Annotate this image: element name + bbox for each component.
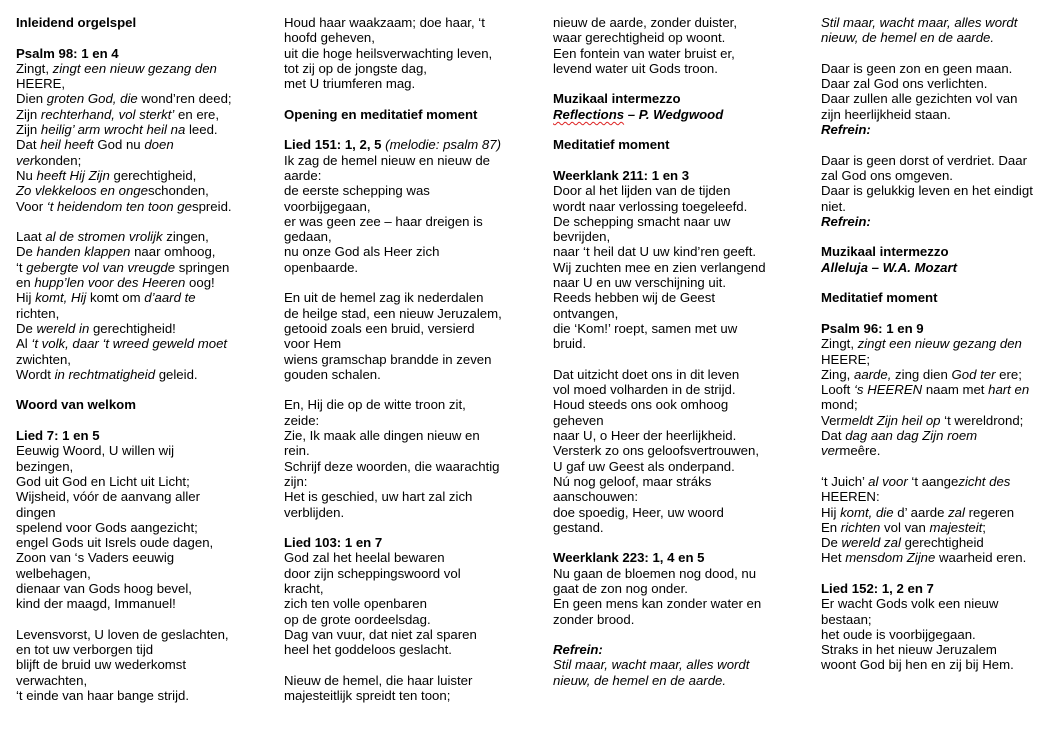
- text-line: naar ‘t heil dat U uw kind’ren geeft.: [553, 244, 757, 260]
- text-run: al voor: [868, 473, 908, 489]
- text-run: Reflections: [553, 106, 625, 122]
- text-line: nu onze God als Heer zich: [284, 244, 440, 260]
- text-line: HEERE;: [821, 351, 871, 367]
- text-line: [821, 214, 1051, 229]
- text-run: Refrein:: [821, 122, 871, 138]
- text-line: Daar is geen zon en geen maan.: [821, 60, 1013, 76]
- text-run: De: [16, 244, 37, 260]
- section-heading: Meditatief moment: [821, 290, 938, 306]
- text-line: die ‘Kom!’ roept, samen met uw: [553, 320, 738, 336]
- text-run: zicht des: [958, 473, 1011, 489]
- text-run: Zingt,: [16, 60, 53, 76]
- text-line: met U triumferen mag.: [284, 76, 416, 92]
- text-line: [821, 336, 1051, 351]
- blank-line: [821, 306, 1051, 321]
- text-run: heilig’ arm wrocht heil na: [40, 122, 186, 138]
- text-run: wond’ren deed;: [137, 91, 232, 107]
- text-line: Houd steeds ons ook omhoog: [553, 397, 729, 413]
- text-run: Zingt,: [821, 336, 858, 352]
- text-run: hupp’len voor des Heeren: [34, 275, 186, 291]
- text-line: U gaf uw Geest als onderpand.: [553, 458, 735, 474]
- text-line: door zijn scheppingswoord vol: [284, 565, 461, 581]
- text-run: vol van: [880, 519, 930, 535]
- text-run: spreid.: [191, 198, 232, 214]
- text-run: Stil maar, wacht maar, alles wordt: [553, 657, 750, 673]
- text-run: Al: [16, 336, 32, 352]
- text-line: gaat de zon nog onder.: [553, 580, 688, 596]
- section-heading: Weerklank 211: 1 en 3: [553, 167, 690, 183]
- text-run: Alleluja – W.A. Mozart: [821, 259, 958, 275]
- text-run: doen: [144, 137, 174, 153]
- text-line: Straks in het nieuw Jeruzalem: [821, 642, 997, 658]
- text-run: ver: [821, 443, 840, 459]
- text-line: [821, 15, 1051, 30]
- text-line: de heilge stad, een nieuw Jeruzalem,: [284, 305, 502, 321]
- text-line: zijn heerlijkheid staan.: [821, 106, 951, 122]
- text-line: Dag van vuur, dat niet zal sparen: [284, 626, 477, 642]
- text-line: welbehagen,: [16, 565, 91, 581]
- text-line: richten,: [16, 305, 60, 321]
- text-line: ontvangen,: [553, 305, 619, 321]
- text-line: majesteitlijk spreidt ten toon;: [284, 688, 451, 704]
- blank-line: [284, 382, 534, 397]
- blank-line: [284, 657, 534, 672]
- text-line: [16, 260, 266, 275]
- text-run: Zijn: [16, 106, 41, 122]
- blank-line: [284, 520, 534, 535]
- text-run: en: [16, 275, 35, 291]
- text-run: Zo vlekkeloos en onge: [16, 183, 148, 199]
- text-run: Wordt: [16, 366, 55, 382]
- text-run: zingt een nieuw gezang den: [857, 336, 1022, 352]
- text-run: Zijn: [16, 122, 41, 138]
- text-run: majesteit: [929, 519, 983, 535]
- blank-line: [16, 382, 266, 397]
- text-line: Dat uitzicht doet ons in dit leven: [553, 366, 740, 382]
- blank-line: [821, 459, 1051, 474]
- blank-line: [553, 535, 803, 550]
- text-run: ‘t: [16, 259, 27, 275]
- text-run: nieuw, de hemel en de aarde.: [821, 30, 995, 46]
- text-line: [16, 153, 266, 168]
- text-run: d’ aarde: [893, 504, 949, 520]
- section-heading: Weerklank 223: 1, 4 en 5: [553, 550, 705, 566]
- text-line: [821, 474, 1051, 489]
- text-line: Er wacht Gods volk een nieuw: [821, 596, 999, 612]
- text-line: waar gerechtigheid op woont.: [553, 30, 726, 46]
- text-line: zonder brood.: [553, 611, 635, 627]
- blank-line: [16, 413, 266, 428]
- blank-line: [16, 30, 266, 45]
- text-run: ver: [16, 152, 35, 168]
- text-line: Door al het lijden van de tijden: [553, 183, 731, 199]
- text-line: Schrijf deze woorden, die waarachtig: [284, 458, 500, 474]
- text-line: [16, 137, 266, 152]
- text-line: levend water uit Gods troon.: [553, 60, 718, 76]
- text-line: Daar zullen alle gezichten vol van: [821, 91, 1018, 107]
- text-run: Laat: [16, 229, 46, 245]
- text-run: wereld in: [36, 320, 90, 336]
- text-line: zal God ons omgeven.: [821, 167, 953, 183]
- text-run: richten: [840, 519, 881, 535]
- column-3: [553, 15, 803, 688]
- text-line: [821, 367, 1051, 382]
- text-line: [16, 168, 266, 183]
- column-2: [284, 15, 534, 703]
- text-run: hart en: [988, 382, 1030, 398]
- text-run: zal: [948, 504, 965, 520]
- text-line: [16, 61, 266, 76]
- text-line: [821, 443, 1051, 458]
- text-line: [821, 382, 1051, 397]
- text-run: gerechtigheid,: [109, 167, 197, 183]
- text-run: Zing,: [821, 366, 854, 382]
- blank-line: [284, 91, 534, 106]
- blank-line: [553, 627, 803, 642]
- text-line: [553, 107, 803, 122]
- text-run: De: [16, 320, 37, 336]
- blank-line: [553, 352, 803, 367]
- text-line: [553, 657, 803, 672]
- text-line: dingen: [16, 504, 56, 520]
- text-run: handen klappen: [36, 244, 131, 260]
- text-line: [16, 122, 266, 137]
- text-line: gouden schalen.: [284, 366, 381, 382]
- text-run: groten God, die: [46, 91, 138, 107]
- text-run: Stil maar, wacht maar, alles wordt: [821, 15, 1018, 30]
- blank-line: [553, 122, 803, 137]
- text-line: gestand.: [553, 519, 604, 535]
- text-line: verblijden.: [284, 504, 345, 520]
- text-line: voorbijgegaan,: [284, 198, 371, 214]
- text-line: Wij zuchten mee en zien verlangend: [553, 259, 766, 275]
- text-line: ‘t einde van haar bange strijd.: [16, 688, 190, 704]
- text-run: wereld zal: [841, 535, 901, 551]
- text-line: niet.: [821, 198, 846, 214]
- text-run: Ver: [821, 412, 841, 428]
- blank-line: [16, 214, 266, 229]
- text-line: hoofd geheven,: [284, 30, 375, 46]
- text-run: in rechtmatigheid: [54, 366, 156, 382]
- text-line: En uit de hemel zag ik nederdalen: [284, 290, 484, 306]
- text-run: heil heeft: [40, 137, 94, 153]
- text-run: ere;: [995, 366, 1022, 382]
- text-line: bevrijden,: [553, 229, 611, 245]
- text-line: [16, 275, 266, 290]
- text-line: openbaarde.: [284, 259, 359, 275]
- section-heading: Psalm 96: 1 en 9: [821, 320, 924, 336]
- text-line: mond;: [821, 397, 858, 413]
- text-line: [16, 321, 266, 336]
- section-heading: Lied 103: 1 en 7: [284, 535, 383, 551]
- text-line: geheven: [553, 412, 604, 428]
- text-line: Nú nog geloof, maar stráks: [553, 473, 712, 489]
- text-run: ‘t wereldrond;: [940, 412, 1024, 428]
- text-line: bruid.: [553, 336, 586, 352]
- text-run: meldt Zijn heil op: [840, 412, 941, 428]
- blank-line: [16, 612, 266, 627]
- text-line: [553, 642, 803, 657]
- text-line: zich ten volle openbaren: [284, 596, 427, 612]
- text-line: De schepping smacht naar uw: [553, 213, 731, 229]
- text-line: vol moed volharden in de strijd.: [553, 382, 736, 398]
- text-run: En: [821, 519, 841, 535]
- text-line: [821, 30, 1051, 45]
- text-line: HEEREN:: [821, 489, 880, 505]
- section-heading: Lied 7: 1 en 5: [16, 428, 100, 444]
- text-run: komt, die: [840, 504, 894, 520]
- text-line: Eeuwig Woord, U willen wij: [16, 443, 175, 459]
- text-line: spelend voor Gods aangezicht;: [16, 519, 198, 535]
- text-line: doe spoedig, Heer, uw woord: [553, 504, 724, 520]
- text-line: Het is geschied, uw hart zal zich: [284, 489, 473, 505]
- text-run: schonden,: [147, 183, 209, 199]
- text-line: uit die hoge heilsverwachting leven,: [284, 45, 493, 61]
- text-run: Dat: [16, 137, 41, 153]
- text-line: Daar is geen dorst of verdriet. Daar: [821, 152, 1027, 168]
- blank-line: [553, 153, 803, 168]
- text-line: [16, 183, 266, 198]
- text-line: [16, 91, 266, 106]
- text-run: God nu: [93, 137, 145, 153]
- text-run: dag aan dag Zijn roem: [845, 428, 978, 444]
- text-run: Hij: [16, 290, 36, 306]
- text-run: ‘t aange: [907, 473, 959, 489]
- text-line: bestaan;: [821, 611, 872, 627]
- text-line: [16, 290, 266, 305]
- text-run: God ter: [951, 366, 996, 382]
- blank-line: [821, 275, 1051, 290]
- text-run: mensdom Zijne: [845, 550, 936, 566]
- text-run: meêre.: [839, 443, 881, 459]
- text-run: rechterhand, vol sterkt’: [40, 106, 175, 122]
- blank-line: [284, 122, 534, 137]
- blank-line: [553, 76, 803, 91]
- text-line: op de grote oordeelsdag.: [284, 611, 431, 627]
- text-line: God zal het heelal bewaren: [284, 550, 445, 566]
- text-line: kind der maagd, Immanuel!: [16, 596, 176, 612]
- section-heading: Inleidend orgelspel: [16, 15, 137, 30]
- text-run: zingt een nieuw gezang den: [52, 60, 217, 76]
- text-line: Versterk zo ons geloofsvertrouwen,: [553, 443, 759, 459]
- section-heading: Meditatief moment: [553, 137, 670, 153]
- text-run: Dat: [821, 428, 846, 444]
- text-line: en tot uw verborgen tijd: [16, 642, 154, 658]
- text-run: konden;: [34, 152, 82, 168]
- text-line: Zoon van ‘s Vaders eeuwig: [16, 550, 175, 566]
- text-run: Nu: [16, 167, 37, 183]
- text-line: nieuw de aarde, zonder duister,: [553, 15, 738, 30]
- text-line: En, Hij die op de witte troon zit,: [284, 397, 466, 413]
- text-run: komt om: [86, 290, 145, 306]
- section-heading: Woord van welkom: [16, 397, 136, 413]
- text-line: engel Gods uit Isrels oude dagen,: [16, 535, 214, 551]
- text-line: verwachten,: [16, 672, 88, 688]
- blank-line: [821, 137, 1051, 152]
- blank-line: [284, 275, 534, 290]
- text-run: ‘t volk, daar ‘t wreed geweld moet: [31, 336, 228, 352]
- text-line: Reeds hebben wij de Geest: [553, 290, 716, 306]
- text-line: Houd haar waakzaam; doe haar, ‘t: [284, 15, 485, 30]
- text-run: nieuw, de hemel en de aarde.: [553, 672, 727, 688]
- section-heading: Muzikaal intermezzo: [821, 244, 949, 260]
- text-line: Zie, Ik maak alle dingen nieuw en: [284, 428, 480, 444]
- text-line: [16, 107, 266, 122]
- text-run: gebergte vol van vreugde: [26, 259, 176, 275]
- text-line: [284, 137, 534, 152]
- section-heading: Opening en meditatief moment: [284, 106, 478, 122]
- text-line: zijn:: [284, 473, 308, 489]
- text-run: oog!: [185, 275, 215, 291]
- text-run: naam met: [922, 382, 989, 398]
- text-line: Daar zal God ons verlichten.: [821, 76, 988, 92]
- text-line: En geen mens kan zonder water en: [553, 596, 762, 612]
- text-line: tot zij op de jongste dag,: [284, 60, 427, 76]
- text-line: [16, 336, 266, 351]
- text-line: [553, 673, 803, 688]
- text-line: [821, 428, 1051, 443]
- text-run: De: [821, 535, 842, 551]
- text-run: naar omhoog,: [130, 244, 216, 260]
- text-line: er was geen zee – haar dreigen is: [284, 213, 483, 229]
- text-run: d’aard te: [144, 290, 196, 306]
- text-line: kracht,: [284, 580, 324, 596]
- text-run: ;: [982, 519, 986, 535]
- text-run: Refrein:: [821, 213, 871, 229]
- text-run: gerechtigheid: [900, 535, 984, 551]
- text-line: [821, 413, 1051, 428]
- text-run: leed.: [185, 122, 218, 138]
- text-line: rein.: [284, 443, 310, 459]
- text-run: ‘t Juich’: [821, 473, 869, 489]
- text-line: heel het goddeloos geslacht.: [284, 642, 452, 658]
- text-run: en ere,: [174, 106, 220, 122]
- text-run: ‘s HEEREN: [854, 382, 923, 398]
- column-4: [821, 15, 1051, 673]
- text-run: (melodie: psalm 87): [385, 137, 501, 153]
- text-run: Looft: [821, 382, 854, 398]
- text-line: Nu gaan de bloemen nog dood, nu: [553, 565, 757, 581]
- text-line: dienaar van Gods hoog bevel,: [16, 580, 192, 596]
- text-run: springen: [175, 259, 230, 275]
- text-line: [821, 550, 1051, 565]
- text-line: Daar is gelukkig leven en het eindigt: [821, 183, 1033, 199]
- text-line: zeide:: [284, 412, 320, 428]
- text-line: [821, 535, 1051, 550]
- text-line: Ik zag de hemel nieuw en nieuw de: [284, 152, 491, 168]
- text-line: [16, 367, 266, 382]
- text-line: woont God bij hen en zij bij Hem.: [821, 657, 1014, 673]
- text-line: getooid zoals een bruid, versierd: [284, 320, 475, 336]
- text-run: Voor: [16, 198, 47, 214]
- text-line: aarde:: [284, 167, 322, 183]
- text-run: regeren: [964, 504, 1015, 520]
- text-line: [16, 244, 266, 259]
- text-run: al de stromen vrolijk: [45, 229, 163, 245]
- text-line: zwichten,: [16, 351, 71, 367]
- text-line: God uit God en Licht uit Licht;: [16, 473, 190, 489]
- text-run: Dien: [16, 91, 47, 107]
- column-1: [16, 15, 266, 703]
- text-line: de eerste schepping was: [284, 183, 430, 199]
- text-line: wordt naar verlossing toegeleefd.: [553, 198, 748, 214]
- text-line: wiens gramschap brandde in zeven: [284, 351, 492, 367]
- text-line: naar U, o Heer der heerlijkheid.: [553, 428, 737, 444]
- text-line: het oude is voorbijgegaan.: [821, 626, 976, 642]
- text-run: gerechtigheid!: [89, 320, 176, 336]
- text-line: [821, 260, 1051, 275]
- text-run: Lied 151: 1, 2, 5: [284, 137, 382, 153]
- text-line: [821, 505, 1051, 520]
- text-line: Een fontein van water bruist er,: [553, 45, 735, 61]
- text-line: HEERE,: [16, 76, 66, 92]
- text-line: [16, 229, 266, 244]
- blank-line: [821, 46, 1051, 61]
- text-run: komt, Hij: [35, 290, 87, 306]
- text-run: zing dien: [891, 366, 952, 382]
- blank-line: [821, 229, 1051, 244]
- text-line: voor Hem: [284, 336, 342, 352]
- text-line: [821, 122, 1051, 137]
- text-line: Levensvorst, U loven de geslachten,: [16, 626, 229, 642]
- text-run: zingen,: [162, 229, 209, 245]
- text-line: Wijsheid, vóór de aanvang aller: [16, 489, 200, 505]
- section-heading: Psalm 98: 1 en 4: [16, 45, 119, 61]
- section-heading: Muzikaal intermezzo: [553, 91, 681, 107]
- text-run: – P. Wedgwood: [624, 106, 724, 122]
- text-run: waarheid eren.: [935, 550, 1027, 566]
- text-run: geleid.: [155, 366, 198, 382]
- text-run: Refrein:: [553, 642, 603, 658]
- text-line: [16, 199, 266, 214]
- text-run: aarde,: [853, 366, 892, 382]
- text-line: gedaan,: [284, 229, 332, 245]
- text-line: Nieuw de hemel, die haar luister: [284, 672, 473, 688]
- text-line: aanschouwen:: [553, 489, 639, 505]
- text-run: ‘t heidendom ten toon ge: [46, 198, 192, 214]
- text-run: Het: [821, 550, 846, 566]
- text-line: blijft de bruid uw wederkomst: [16, 657, 187, 673]
- text-line: naar U en uw verschijning uit.: [553, 275, 726, 291]
- text-line: [821, 520, 1051, 535]
- text-run: heeft Hij Zijn: [36, 167, 110, 183]
- section-heading: Lied 152: 1, 2 en 7: [821, 580, 934, 596]
- text-line: bezingen,: [16, 458, 74, 474]
- blank-line: [821, 566, 1051, 581]
- text-run: Hij: [821, 504, 841, 520]
